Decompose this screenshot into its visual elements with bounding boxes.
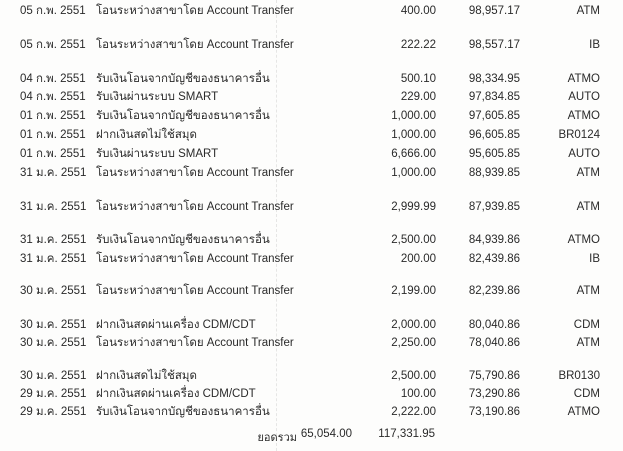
transaction-channel: CDM xyxy=(573,319,600,331)
transaction-amount: 2,999.99 xyxy=(391,201,436,213)
transaction-date: 31 ม.ค. 2551 xyxy=(20,167,87,179)
transaction-date: 04 ก.พ. 2551 xyxy=(20,73,86,85)
transaction-description: ฝากเงินสดผ่านเครื่อง CDM/CDT xyxy=(96,319,256,331)
transaction-description: รับเงินโอนจากบัญชีของธนาคารอื่น xyxy=(96,234,270,246)
transaction-balance: 82,439.86 xyxy=(468,253,520,265)
transaction-date: 31 ม.ค. 2551 xyxy=(20,234,87,246)
transaction-amount: 229.00 xyxy=(400,91,436,103)
transaction-description: โอนระหว่างสาขาโดย Account Transfer xyxy=(96,167,294,179)
transaction-channel: ATMO xyxy=(567,234,600,246)
transaction-amount: 200.00 xyxy=(400,253,436,265)
transaction-balance: 87,939.85 xyxy=(468,201,520,213)
transaction-date: 31 ม.ค. 2551 xyxy=(20,201,87,213)
total-amount: 65,054.00 xyxy=(300,428,352,440)
transaction-amount: 400.00 xyxy=(400,5,436,17)
transaction-description: โอนระหว่างสาขาโดย Account Transfer xyxy=(96,285,294,297)
transaction-channel: BR0130 xyxy=(558,370,600,382)
transaction-balance: 75,790.86 xyxy=(468,370,520,382)
transaction-balance: 95,605.85 xyxy=(468,148,520,160)
transaction-channel: IB xyxy=(589,253,600,265)
transaction-balance: 97,605.85 xyxy=(468,110,520,122)
transaction-description: รับเงินผ่านระบบ SMART xyxy=(96,91,219,103)
transaction-amount: 1,000.00 xyxy=(391,167,436,179)
transaction-description: โอนระหว่างสาขาโดย Account Transfer xyxy=(96,5,294,17)
transaction-description: ฝากเงินสดผ่านเครื่อง CDM/CDT xyxy=(96,388,256,400)
transaction-date: 30 ม.ค. 2551 xyxy=(20,337,87,349)
transaction-balance: 80,040.86 xyxy=(468,319,520,331)
transaction-date: 01 ก.พ. 2551 xyxy=(20,110,86,122)
transaction-balance: 98,957.17 xyxy=(468,5,520,17)
transaction-description: รับเงินผ่านระบบ SMART xyxy=(96,148,219,160)
transaction-channel: ATM xyxy=(576,5,600,17)
transaction-description: รับเงินโอนจากบัญชีของธนาคารอื่น xyxy=(96,110,270,122)
transaction-description: ฝากเงินสดไม่ใช้สมุด xyxy=(96,370,197,382)
transaction-description: โอนระหว่างสาขาโดย Account Transfer xyxy=(96,253,294,265)
transaction-balance: 82,239.86 xyxy=(468,285,520,297)
transaction-balance: 73,190.86 xyxy=(468,406,520,418)
paper-fold-line xyxy=(276,0,277,451)
transaction-channel: ATM xyxy=(576,337,600,349)
transaction-date: 29 ม.ค. 2551 xyxy=(20,388,87,400)
transaction-balance: 73,290.86 xyxy=(468,388,520,400)
transaction-date: 30 ม.ค. 2551 xyxy=(20,285,87,297)
transaction-description: ฝากเงินสดไม่ใช้สมุด xyxy=(96,129,197,141)
transaction-amount: 222.22 xyxy=(400,39,436,51)
transaction-balance: 96,605.85 xyxy=(468,129,520,141)
transaction-description: โอนระหว่างสาขาโดย Account Transfer xyxy=(96,39,294,51)
total-label: ยอดรวม xyxy=(257,432,297,444)
transaction-description: รับเงินโอนจากบัญชีของธนาคารอื่น xyxy=(96,73,270,85)
transaction-amount: 2,199.00 xyxy=(391,285,436,297)
transaction-date: 30 ม.ค. 2551 xyxy=(20,319,87,331)
transaction-channel: ATMO xyxy=(567,406,600,418)
transaction-amount: 2,250.00 xyxy=(391,337,436,349)
transaction-channel: ATM xyxy=(576,167,600,179)
transaction-description: โอนระหว่างสาขาโดย Account Transfer xyxy=(96,201,294,213)
transaction-amount: 2,000.00 xyxy=(391,319,436,331)
transaction-date: 04 ก.พ. 2551 xyxy=(20,91,86,103)
transaction-balance: 97,834.85 xyxy=(468,91,520,103)
total-balance: 117,331.95 xyxy=(378,428,435,440)
transaction-date: 31 ม.ค. 2551 xyxy=(20,253,87,265)
transaction-balance: 98,557.17 xyxy=(468,39,520,51)
transaction-amount: 6,666.00 xyxy=(391,148,436,160)
transaction-date: 29 ม.ค. 2551 xyxy=(20,406,87,418)
transaction-channel: AUTO xyxy=(568,148,600,160)
transaction-amount: 1,000.00 xyxy=(391,110,436,122)
transaction-channel: BR0124 xyxy=(558,129,600,141)
transaction-channel: ATMO xyxy=(567,73,600,85)
transaction-channel: IB xyxy=(589,39,600,51)
transaction-balance: 78,040.86 xyxy=(468,337,520,349)
transaction-date: 30 ม.ค. 2551 xyxy=(20,370,87,382)
transaction-date: 05 ก.พ. 2551 xyxy=(20,5,86,17)
transaction-channel: ATMO xyxy=(567,110,600,122)
transaction-amount: 2,500.00 xyxy=(391,234,436,246)
transaction-date: 01 ก.พ. 2551 xyxy=(20,148,86,160)
transaction-amount: 100.00 xyxy=(400,388,436,400)
transaction-channel: AUTO xyxy=(568,91,600,103)
transaction-amount: 500.10 xyxy=(400,73,436,85)
transaction-description: รับเงินโอนจากบัญชีของธนาคารอื่น xyxy=(96,406,270,418)
transaction-channel: ATM xyxy=(576,201,600,213)
transaction-amount: 2,222.00 xyxy=(391,406,436,418)
transaction-channel: ATM xyxy=(576,285,600,297)
transaction-balance: 84,939.86 xyxy=(468,234,520,246)
transaction-date: 01 ก.พ. 2551 xyxy=(20,129,86,141)
transaction-date: 05 ก.พ. 2551 xyxy=(20,39,86,51)
transaction-channel: CDM xyxy=(573,388,600,400)
transaction-description: โอนระหว่างสาขาโดย Account Transfer xyxy=(96,337,294,349)
transaction-amount: 1,000.00 xyxy=(391,129,436,141)
transaction-amount: 2,500.00 xyxy=(391,370,436,382)
transaction-balance: 98,334.95 xyxy=(468,73,520,85)
transaction-balance: 88,939.85 xyxy=(468,167,520,179)
